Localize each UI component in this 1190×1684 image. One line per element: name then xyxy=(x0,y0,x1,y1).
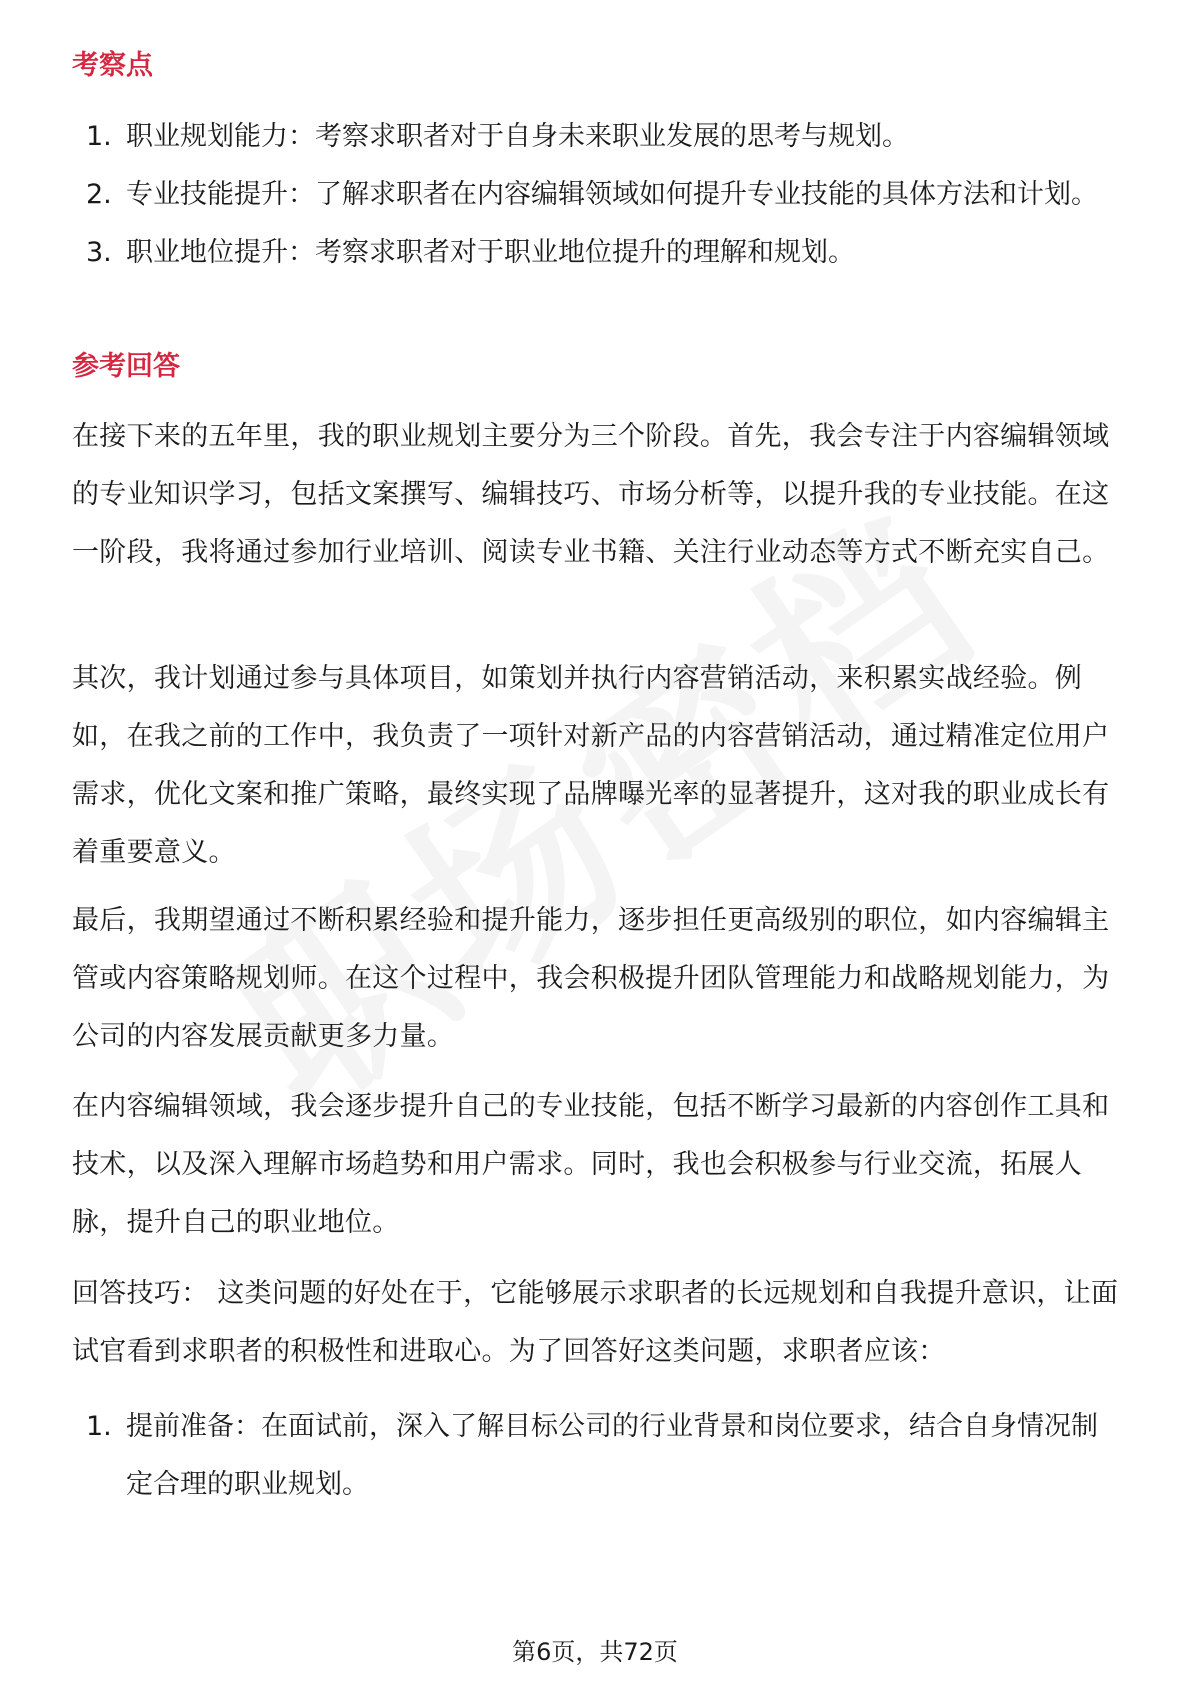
list-item-number: 2. xyxy=(86,179,112,210)
list-item-text: 职业规划能力：考察求职者对于自身未来职业发展的思考与规划。 xyxy=(126,121,909,152)
list-item xyxy=(72,166,1122,224)
section-heading-reference-answer: 参考回答 xyxy=(72,351,180,382)
section-heading-exam-points: 考察点 xyxy=(72,50,153,81)
page-footer: 第6页，共72页 xyxy=(512,1638,678,1666)
answer-paragraph-3: 最后，我期望通过不断积累经验和提升能力，逐步担任更高级别的职位，如内容编辑主管或内容策略规划师。在这个过程中，我会积极提升团队管理能力和战略规划能力，为公司的内容发展贡献更多力量。 xyxy=(72,905,1110,1052)
list-item xyxy=(72,108,1122,166)
list-item-number: 1. xyxy=(86,121,112,152)
list-item-text: 提前准备：在面试前，深入了解目标公司的行业背景和岗位要求，结合自身情况制定合理的职业规划。 xyxy=(126,1411,1098,1500)
answer-paragraph-1: 在接下来的五年里，我的职业规划主要分为三个阶段。首先，我会专注于内容编辑领域的专业知识学习，包括文案撰写、编辑技巧、市场分析等，以提升我的专业技能。在这一阶段，我将通过参加行业培训、阅读专业书籍、关注行业动态等方式不断充实自己。 xyxy=(72,421,1110,568)
list-item-text: 专业技能提升：了解求职者在内容编辑领域如何提升专业技能的具体方法和计划。 xyxy=(126,179,1098,210)
list-item-number: 3. xyxy=(86,237,112,268)
exam-points-list xyxy=(72,108,1122,282)
list-item-number: 1. xyxy=(86,1411,112,1442)
list-item xyxy=(72,1398,1122,1514)
answer-tips-list xyxy=(72,1398,1122,1514)
answer-paragraph-4: 在内容编辑领域，我会逐步提升自己的专业技能，包括不断学习最新的内容创作工具和技术，以及深入理解市场趋势和用户需求。同时，我也会积极参与行业交流，拓展人脉，提升自己的职业地位。 xyxy=(72,1091,1110,1238)
answer-paragraph-2: 其次，我计划通过参与具体项目，如策划并执行内容营销活动，来积累实战经验。例如，在我之前的工作中，我负责了一项针对新产品的内容营销活动，通过精准定位用户需求，优化文案和推广策略，最终实现了品牌曝光率的显著提升，这对我的职业成长有着重要意义。 xyxy=(72,663,1110,868)
list-item-text: 职业地位提升：考察求职者对于职业地位提升的理解和规划。 xyxy=(126,237,855,268)
answer-tips-paragraph: 回答技巧： 这类问题的好处在于，它能够展示求职者的长远规划和自我提升意识，让面试官看到求职者的积极性和进取心。为了回答好这类问题，求职者应该： xyxy=(72,1278,1119,1367)
list-item xyxy=(72,224,1122,282)
